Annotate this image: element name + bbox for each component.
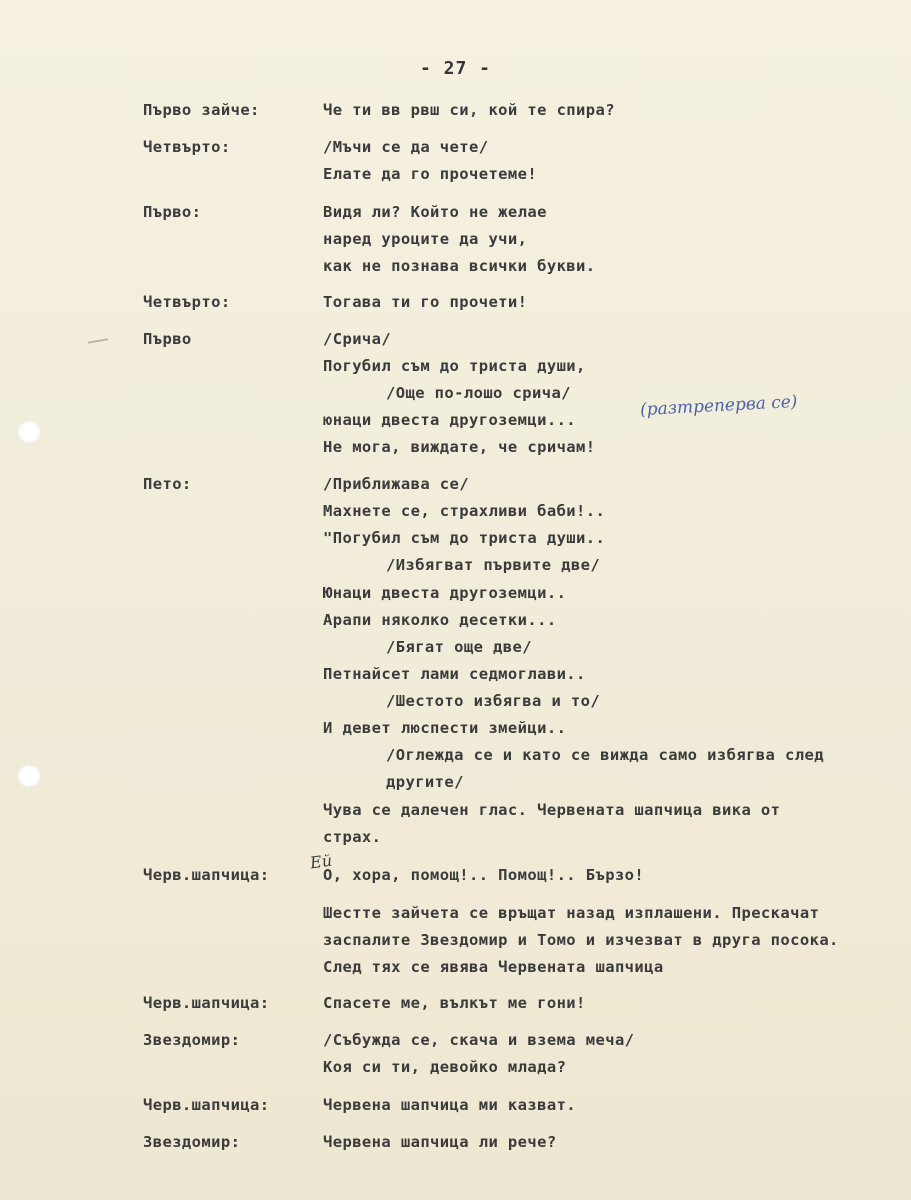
dialogue-line: /Мъчи се да чете/ bbox=[323, 138, 489, 156]
page-number: - 27 - bbox=[419, 58, 492, 79]
dialogue-line: Червена шапчица ли рече? bbox=[323, 1133, 557, 1151]
dialogue-line: Шестте зайчета се връщат назад изплашени. Прескачат bbox=[323, 904, 820, 922]
speaker-name: Първо bbox=[143, 330, 192, 348]
dialogue-line: Чува се далечен глас. Червената шапчица вика от bbox=[323, 801, 781, 819]
dialogue-line: "Погубил съм до триста души.. bbox=[323, 529, 606, 547]
stage-direction-line: /Оглежда се и като се вижда само избягва след bbox=[386, 746, 824, 764]
dialogue-line: Петнайсет лами седмоглави.. bbox=[323, 665, 586, 683]
dialogue-line: Тогава ти го прочети! bbox=[323, 293, 528, 311]
dialogue-line: Юнаци двеста другоземци.. bbox=[323, 584, 567, 602]
dialogue-line: След тях се явява Червената шапчица bbox=[323, 958, 664, 976]
dialogue-line: заспалите Звездомир и Томо и изчезват в друга посока. bbox=[323, 931, 839, 949]
dialogue-line: Червена шапчица ми казват. bbox=[323, 1096, 577, 1114]
stage-direction-line: /Още по-лошо срича/ bbox=[386, 384, 571, 402]
dialogue-line: наред уроците да учи, bbox=[323, 230, 528, 248]
dialogue-line: Коя си ти, девойко млада? bbox=[323, 1058, 567, 1076]
speaker-name: Звездомир: bbox=[143, 1133, 241, 1151]
stage-direction-line: другите/ bbox=[386, 773, 464, 791]
dialogue-line: /Сричa/ bbox=[323, 330, 392, 348]
dialogue-line: Погубил съм до триста души, bbox=[323, 357, 586, 375]
stage-direction-line: /Избягват първите две/ bbox=[386, 556, 601, 574]
punch-hole-top bbox=[18, 421, 40, 443]
speaker-name: Четвърто: bbox=[143, 138, 231, 156]
stage-direction-line: /Бягат още две/ bbox=[386, 638, 532, 656]
stage-direction-line: /Шестото избягва и то/ bbox=[386, 692, 601, 710]
speaker-name: Черв.шапчица: bbox=[143, 866, 270, 884]
speaker-name: Пето: bbox=[143, 475, 192, 493]
dialogue-line: /Приближава се/ bbox=[323, 475, 469, 493]
dialogue-line: юнаци двеста другоземци... bbox=[323, 411, 577, 429]
dialogue-line: Махнете се, страхливи баби!.. bbox=[323, 502, 606, 520]
handwritten-mark: Ей bbox=[308, 850, 334, 873]
dialogue-line: страх. bbox=[323, 828, 382, 846]
dialogue-line: Не мога, виждате, че сричам! bbox=[323, 438, 596, 456]
dialogue-line: Че ти вв рвш си, кой те спира? bbox=[323, 101, 615, 119]
handwritten-annotation: (разтреперва се) bbox=[639, 391, 798, 421]
punch-hole-bottom bbox=[18, 765, 40, 787]
dialogue-line: О, хора, помощ!.. Помощ!.. Бързо! bbox=[323, 866, 645, 884]
dialogue-line: как не познава всички букви. bbox=[323, 257, 596, 275]
speaker-name: Четвърто: bbox=[143, 293, 231, 311]
dialogue-line: Арапи няколко десетки... bbox=[323, 611, 557, 629]
speaker-name: Първо зайче: bbox=[143, 101, 260, 119]
dialogue-line: И девет люспести змейци.. bbox=[323, 719, 567, 737]
speaker-name: Черв.шапчица: bbox=[143, 994, 270, 1012]
dialogue-line: /Събужда се, скача и взема меча/ bbox=[323, 1031, 635, 1049]
dialogue-line: Спасете ме, вълкът ме гони! bbox=[323, 994, 586, 1012]
dialogue-line: Видя ли? Който не желае bbox=[323, 203, 547, 221]
speaker-name: Първо: bbox=[143, 203, 202, 221]
speaker-name: Звездомир: bbox=[143, 1031, 241, 1049]
dialogue-line: Елате да го прочетеме! bbox=[323, 165, 538, 183]
speaker-name: Черв.шапчица: bbox=[143, 1096, 270, 1114]
